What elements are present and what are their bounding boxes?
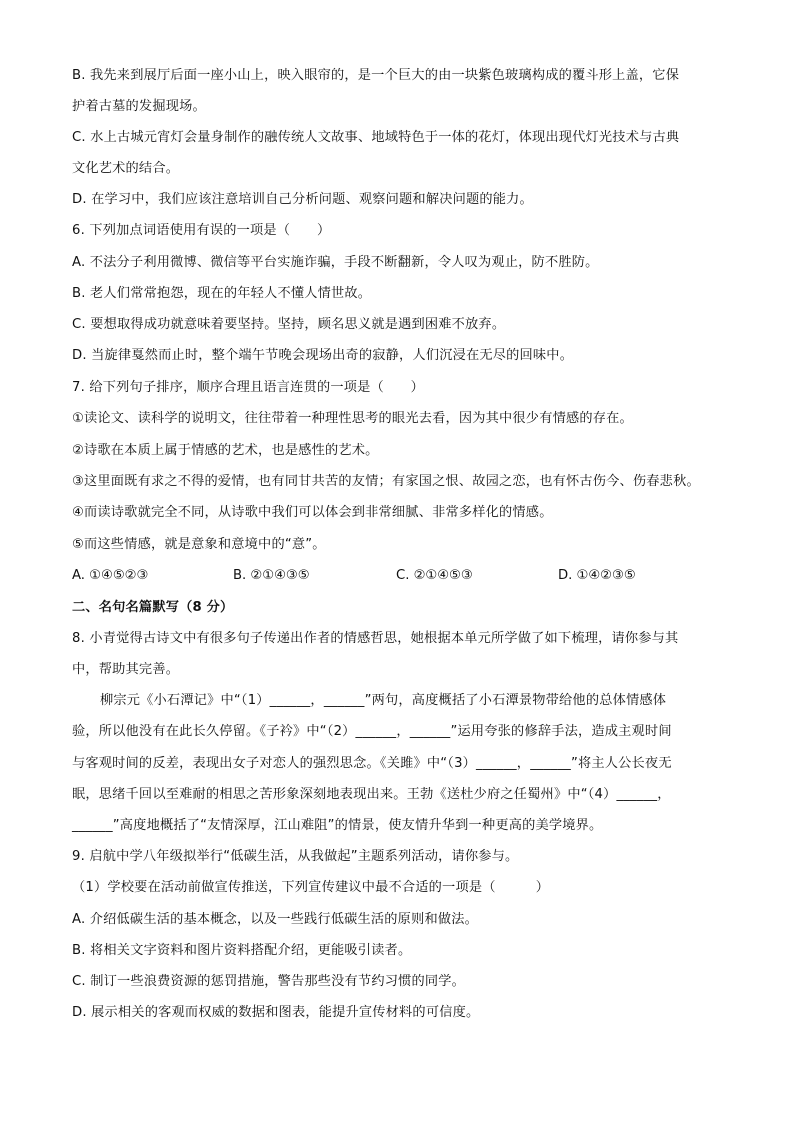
q7-option-c: C. ②①④⑤③ bbox=[396, 568, 473, 583]
q7-stem: 7. 给下列句子排序，顺序合理且语言连贯的一项是（ ） bbox=[72, 380, 425, 395]
q8-paragraph-line3: 与客观时间的反差，表现出女子对恋人的强烈思念。《关雎》中“（3）______，______”将主人公长夜无 bbox=[72, 756, 672, 771]
q8-stem-line2: 中，帮助其完善。 bbox=[72, 662, 180, 677]
q7-sentence-4: ④而读诗歌就完全不同，从诗歌中我们可以体会到非常细腻、非常多样化的情感。 bbox=[72, 505, 553, 520]
q8-paragraph-line2: 验，所以他没有在此长久停留。《子衿》中“（2）______，______”运用夸张的修辞手法，造成主观时间 bbox=[72, 724, 672, 739]
q7-sentence-1: ①读论文、读科学的说明文，往往带着一种理性思考的眼光去看，因为其中很少有情感的存在。 bbox=[72, 411, 633, 426]
q9-sub1-option-b: B. 将相关文字资料和图片资料搭配介绍，更能吸引读者。 bbox=[72, 943, 412, 958]
q9-stem: 9. 启航中学八年级拟举行“低碳生活，从我做起”主题系列活动，请你参与。 bbox=[72, 849, 519, 864]
q8-paragraph-line1: 柳宗元《小石潭记》中“（1）______，______”两句，高度概括了小石潭景物带给他的总体情感体 bbox=[100, 693, 667, 708]
q8-stem-line1: 8. 小青觉得古诗文中有很多句子传递出作者的情感哲思，她根据本单元所学做了如下梳理，请你参与其 bbox=[72, 631, 679, 646]
q9-sub1-option-c: C. 制订一些浪费资源的惩罚措施，警告那些没有节约习惯的同学。 bbox=[72, 974, 466, 989]
q7-option-d: D. ①④②③⑤ bbox=[558, 568, 636, 583]
q5-option-c-line1: C. 水上古城元宵灯会量身制作的融传统人文故事、地域特色于一体的花灯，体现出现代灯光技术与古典 bbox=[72, 130, 680, 145]
q7-sentence-3: ③这里面既有求之不得的爱情，也有同甘共苦的友情；有家国之恨、故园之恋，也有怀古伤今、伤春悲秋。 bbox=[72, 474, 700, 489]
q9-sub1-option-d: D. 展示相关的客观而权威的数据和图表，能提升宣传材料的可信度。 bbox=[72, 1005, 480, 1020]
q6-option-c: C. 要想取得成功就意味着要坚持。坚持，顾名思义就是遇到困难不放弃。 bbox=[72, 317, 506, 332]
q6-stem: 6. 下列加点词语使用有误的一项是（ ） bbox=[72, 223, 331, 238]
q5-option-b-line1: B. 我先来到展厅后面一座小山上，映入眼帘的，是一个巨大的由一块紫色玻璃构成的覆斗形上盖，它保 bbox=[72, 68, 680, 83]
q7-sentence-5: ⑤而这些情感，就是意象和意境中的“意”。 bbox=[72, 537, 326, 552]
section-heading: 二、名句名篇默写（8 分） bbox=[72, 600, 234, 615]
q6-option-b: B. 老人们常常抱怨，现在的年轻人不懂人情世故。 bbox=[72, 286, 372, 301]
q5-option-b-line2: 护着古墓的发掘现场。 bbox=[72, 99, 206, 114]
q7-option-b: B. ②①④③⑤ bbox=[233, 568, 310, 583]
q6-option-a: A. 不法分子利用微博、微信等平台实施诈骗，手段不断翻新，令人叹为观止，防不胜防。 bbox=[72, 255, 599, 270]
q5-option-d: D. 在学习中，我们应该注意培训自己分析问题、观察问题和解决问题的能力。 bbox=[72, 192, 533, 207]
q7-sentence-2: ②诗歌在本质上属于情感的艺术，也是感性的艺术。 bbox=[72, 443, 379, 458]
q6-option-d: D. 当旋律戛然而止时，整个端午节晚会现场出奇的寂静，人们沉浸在无尽的回味中。 bbox=[72, 348, 574, 363]
q9-sub1-option-a: A. 介绍低碳生活的基本概念，以及一些践行低碳生活的原则和做法。 bbox=[72, 912, 479, 927]
q8-paragraph-line5: ______”高度地概括了“友情深厚，江山难阻”的情景，使友情升华到一种更高的美学境界。 bbox=[72, 818, 603, 833]
q5-option-c-line2: 文化艺术的结合。 bbox=[72, 161, 180, 176]
q9-sub1-stem: （1）学校要在活动前做宣传推送，下列宣传建议中最不合适的一项是（ ） bbox=[72, 880, 550, 895]
q8-paragraph-line4: 眠，思绪千回以至难耐的相思之苦形象深刻地表现出来。王勃《送杜少府之任蜀州》中“（4）______， bbox=[72, 787, 671, 802]
q7-option-a: A. ①④⑤②③ bbox=[72, 568, 149, 583]
